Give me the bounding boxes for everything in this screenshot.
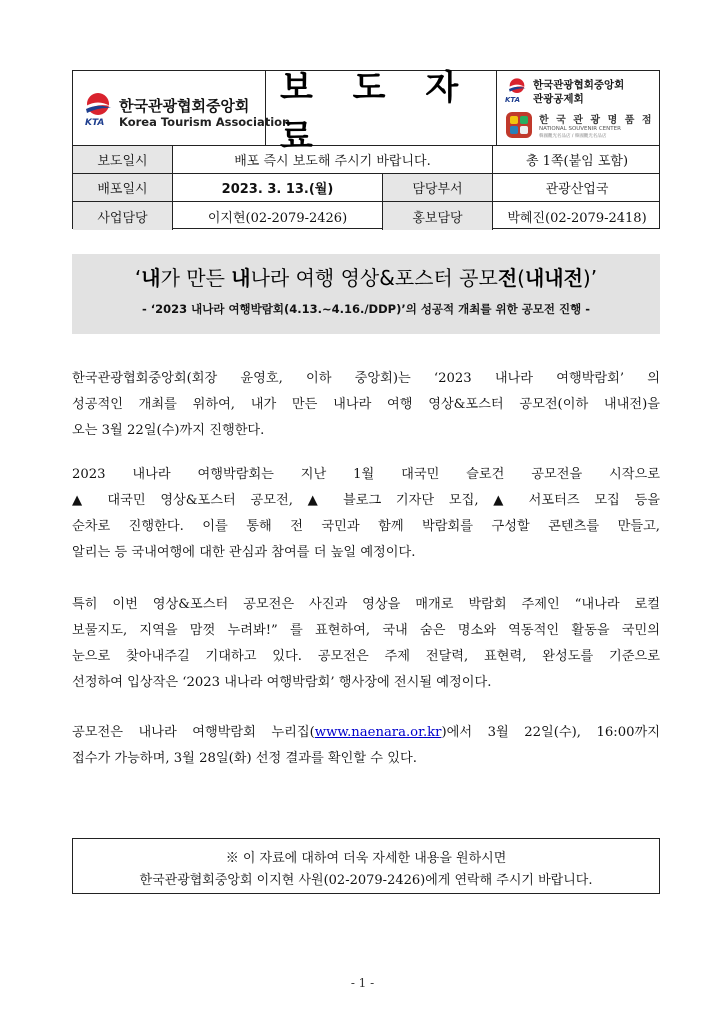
paragraph-line: 2023 내나라 여행박람회는 지난 1월 대국민 슬로건 공모전을 시작으로 <box>72 467 660 482</box>
paragraph-line: 특히 이번 영상&포스터 공모전은 사진과 영상을 매개로 박람회 주제인 “내나라 로컬 <box>72 597 660 612</box>
partner-org-line2: 관광공제회 <box>533 93 584 105</box>
headline-part: 나라 여행 영상&포스터 공모 <box>250 266 498 290</box>
label-project-contact: 사업담당 <box>73 202 173 230</box>
souvenir-center-english: NATIONAL SOUVENIR CENTER <box>539 126 621 132</box>
info-row-distribution <box>73 174 659 202</box>
website-link[interactable]: www.naenara.or.kr <box>314 725 442 740</box>
paragraph-line: 한국관광협회중앙회(회장 윤영호, 이하 중앙회)는 ‘2023 내나라 여행박람회’ 의 <box>72 371 660 386</box>
value-release-time: 배포 즉시 보도해 주시기 바랍니다. <box>173 146 493 173</box>
paragraph-text: )에서 3월 22일(수), 16:00까지 <box>441 725 660 740</box>
paragraph-line: 보물지도, 지역을 맘껏 누려봐!” 를 표현하여, 국내 숨은 명소와 역동적인 활동을 국민의 <box>72 623 660 638</box>
paragraph-text: 공모전은 내나라 여행박람회 누리집( <box>72 725 315 740</box>
paragraph-line: 알리는 등 국내여행에 대한 관심과 참여를 더 높일 예정이다. <box>72 545 416 560</box>
org-name-english: Korea Tourism Association <box>119 115 291 129</box>
value-page-count: 총 1쪽(붙임 포함) <box>525 154 629 169</box>
partner-logos-block <box>497 71 661 146</box>
body-paragraph-3 <box>72 592 660 696</box>
headline-part: 내내전 <box>524 266 583 290</box>
value-pr-contact: 박혜진(02-2079-2418) <box>507 210 647 226</box>
kta-logo-block <box>73 71 291 146</box>
paragraph-line: 선정하여 입상작은 ‘2023 내나라 여행박람회’ 행사장에 전시될 예정이다. <box>72 675 492 690</box>
kta-logo-icon <box>83 91 113 121</box>
paragraph-line: ▲ 대국민 영상&포스터 공모전, ▲ 블로그 기자단 모집, ▲ 서포터즈 모집 등을 <box>72 493 660 508</box>
headline-box <box>72 254 660 334</box>
contact-notice-box <box>72 838 660 894</box>
value-project-contact: 이지현(02-2079-2426) <box>173 202 383 230</box>
paragraph-line: 순차로 진행한다. 이를 통해 전 국민과 함께 박람회를 구성할 콘텐츠를 만들고, <box>72 519 660 534</box>
body-paragraph-4 <box>72 720 660 772</box>
value-department: 관광산업국 <box>545 182 609 197</box>
page-number: - 1 - <box>350 976 375 990</box>
headline-quote-open: ‘ <box>134 266 142 290</box>
headline-part: 내 <box>231 266 251 290</box>
body-paragraph-1 <box>72 366 660 444</box>
souvenir-center-name: 한 국 관 광 명 품 점 <box>539 115 654 126</box>
info-row-contacts <box>73 202 659 230</box>
label-release-time: 보도일시 <box>73 146 173 173</box>
souvenir-center-subtext: 韓國觀光名品店 / 韓國觀光名品店 <box>539 134 607 139</box>
info-row-release-time <box>73 146 659 174</box>
paragraph-line: 성공적인 개최를 위하여, 내가 만든 내나라 여행 영상&포스터 공모전(이하 내내전)을 <box>72 397 660 412</box>
org-name-korean: 한국관광협회중앙회 <box>119 97 250 115</box>
value-distribution-date: 2023. 3. 13.(월) <box>173 174 383 201</box>
headline-part: 전 <box>497 266 518 290</box>
kta-small-logo-text: KTA <box>505 96 521 104</box>
paragraph-line <box>72 720 660 746</box>
contact-notice-line2: 한국관광협회중앙회 이지현 사원(02-2079-2426)에게 연락해 주시기 바랍니다. <box>139 873 593 888</box>
label-pr-contact: 홍보담당 <box>383 202 493 230</box>
souvenir-center-logo-icon <box>505 111 533 139</box>
paragraph-line: 눈으로 찾아내주길 기대하고 있다. 공모전은 주제 전달력, 표현력, 완성도를 기준으로 <box>72 649 660 664</box>
kta-small-logo-icon <box>507 77 527 97</box>
press-release-header <box>72 67 660 229</box>
headline-part: 가 만든 <box>160 266 232 290</box>
body-paragraph-2 <box>72 462 660 566</box>
headline-subtitle: - ‘2023 내나라 여행박람회(4.13.~4.16./DDP)’의 성공적 개최를 위한 공모전 진행 - <box>141 302 591 316</box>
headline-part: 내 <box>141 266 161 290</box>
document-title: 보 도 자 료 <box>280 67 473 157</box>
kta-logo-text: KTA <box>85 118 105 128</box>
paragraph-line: 접수가 가능하며, 3월 28일(화) 선정 결과를 확인할 수 있다. <box>72 751 417 766</box>
headline-quote-close: )’ <box>582 266 598 290</box>
paragraph-line: 오는 3월 22일(수)까지 진행한다. <box>72 423 265 438</box>
contact-notice-line1: ※ 이 자료에 대하여 더욱 자세한 내용을 원하시면 <box>225 851 507 866</box>
partner-org-line1: 한국관광협회중앙회 <box>533 79 625 91</box>
document-title-cell <box>265 67 497 157</box>
headline-part: ( <box>517 266 525 290</box>
label-department: 담당부서 <box>383 174 493 201</box>
header-top-row <box>73 67 659 157</box>
label-distribution-date: 배포일시 <box>73 174 173 201</box>
headline-title <box>72 262 660 291</box>
